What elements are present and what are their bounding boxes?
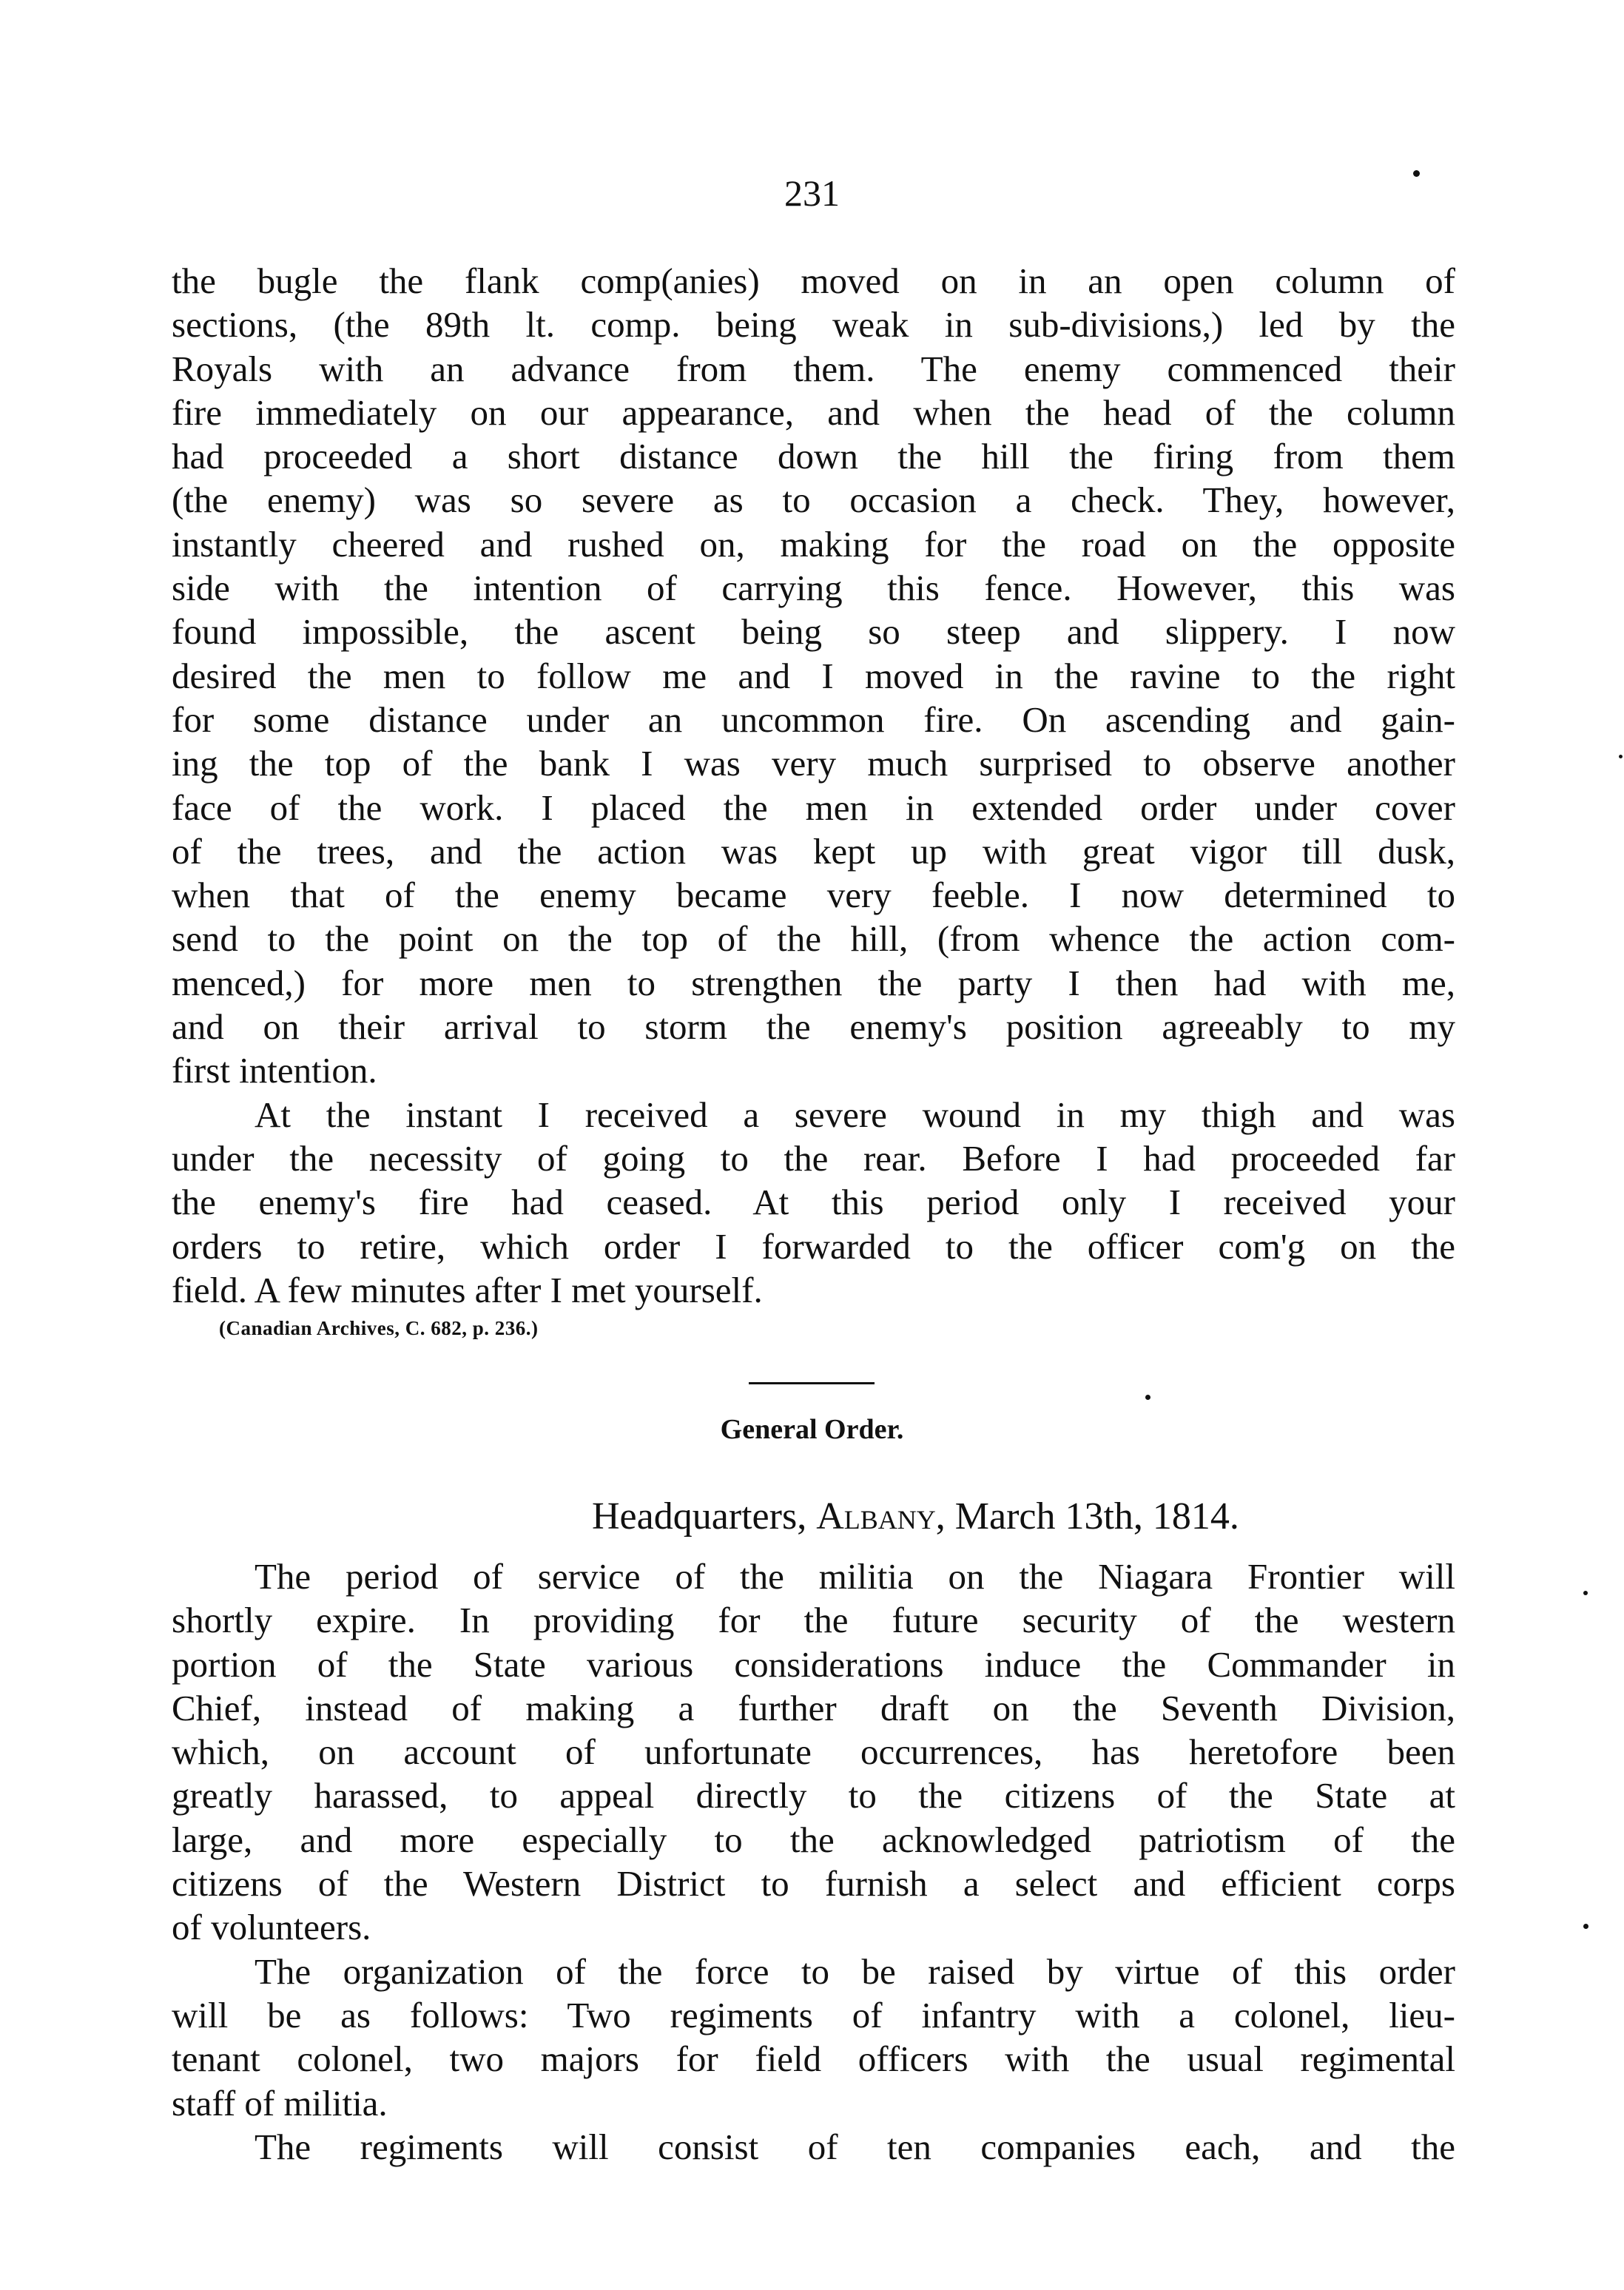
text-line: (the enemy) was so severe as to occasion a check. They, however,	[172, 479, 1455, 521]
text-line: fire immediately on our appearance, and when the head of the column	[172, 391, 1455, 433]
scan-speck	[1583, 1924, 1588, 1929]
paragraph-order-2	[172, 1950, 1455, 2125]
text-line: The period of service of the militia on the Niagara Frontier will	[255, 1556, 1455, 1597]
dateline-place: Albany,	[816, 1495, 946, 1538]
text-line: face of the work. I placed the men in extended order under cover	[172, 787, 1455, 828]
text-line: orders to retire, which order I forwarded to the officer com'g on the	[172, 1225, 1455, 1267]
text-line: for some distance under an uncommon fire. On ascending and gain-	[172, 698, 1455, 740]
text-line: Royals with an advance from them. The enemy commenced their	[172, 348, 1455, 389]
letter-text	[172, 259, 1455, 1312]
text-line: The organization of the force to be raised by virtue of this order	[255, 1950, 1455, 1992]
text-line: will be as follows: Two regiments of infantry with a colonel, lieu-	[172, 1994, 1455, 2035]
paragraph-letter-2	[172, 1093, 1455, 1312]
text-line: portion of the State various considerations induce the Commander in	[172, 1643, 1455, 1685]
text-line: and on their arrival to storm the enemy's position agreeably to my	[172, 1006, 1455, 1048]
text-line: citizens of the Western District to furnish a select and efficient corps	[172, 1863, 1455, 1905]
paragraph-letter-1	[172, 259, 1455, 1093]
text-line: staff of militia.	[172, 2082, 388, 2124]
text-line: found impossible, the ascent being so steep and slippery. I now	[172, 611, 1455, 653]
scan-speck	[1583, 1591, 1588, 1595]
text-line: ing the top of the bank I was very much surprised to observe another	[172, 743, 1455, 784]
text-line: The regiments will consist of ten companies each, and the	[255, 2126, 1455, 2167]
scan-speck	[1145, 1395, 1150, 1400]
page-number: 231	[784, 172, 840, 214]
archive-citation: (Canadian Archives, C. 682, p. 236.)	[219, 1317, 539, 1339]
paragraph-order-3	[172, 2125, 1455, 2169]
text-line: under the necessity of going to the rear. Before I had proceeded far	[172, 1137, 1455, 1179]
text-line: had proceeded a short distance down the hill the firing from them	[172, 436, 1455, 477]
text-line: At the instant I received a severe wound in my thigh and was	[255, 1094, 1455, 1135]
section-divider	[749, 1382, 875, 1384]
dateline-date: March 13th, 1814.	[954, 1495, 1239, 1538]
text-line: large, and more especially to the acknowledged patriotism of the	[172, 1819, 1455, 1860]
text-line: which, on account of unfortunate occurrences, has heretofore been	[172, 1731, 1455, 1773]
text-line: shortly expire. In providing for the future security of the western	[172, 1600, 1455, 1641]
paragraph-order-1	[172, 1555, 1455, 1950]
text-line: of the trees, and the action was kept up with great vigor till dusk,	[172, 830, 1455, 872]
text-line: desired the men to follow me and I moved in the ravine to the right	[172, 655, 1455, 696]
text-line: field. A few minutes after I met yourself.	[172, 1269, 763, 1310]
text-line: greatly harassed, to appeal directly to the citizens of the State at	[172, 1775, 1455, 1816]
dateline-prefix: Headquarters,	[592, 1495, 807, 1538]
dateline	[592, 1495, 1239, 1538]
scan-speck	[1619, 755, 1623, 758]
text-line: menced,) for more men to strengthen the party I then had with me,	[172, 962, 1455, 1003]
text-line: instantly cheered and rushed on, making for the road on the opposite	[172, 523, 1455, 565]
text-line: of volunteers.	[172, 1907, 371, 1948]
text-line: the enemy's fire had ceased. At this period only I received your	[172, 1182, 1455, 1223]
text-line: first intention.	[172, 1050, 377, 1091]
text-line: the bugle the flank comp(anies) moved on in an open column of	[172, 260, 1455, 301]
text-line: when that of the enemy became very feeble. I now determined to	[172, 875, 1455, 916]
text-line: Chief, instead of making a further draft on the Seventh Division,	[172, 1687, 1455, 1728]
section-title: General Order.	[720, 1414, 904, 1445]
text-line: tenant colonel, two majors for field officers with the usual regimental	[172, 2038, 1455, 2080]
general-order-text	[172, 1555, 1455, 2169]
text-line: send to the point on the top of the hill, (from whence the action com-	[172, 918, 1455, 960]
text-line: side with the intention of carrying this fence. However, this was	[172, 568, 1455, 609]
text-line: sections, (the 89th lt. comp. being weak in sub-divisions,) led by the	[172, 304, 1455, 346]
